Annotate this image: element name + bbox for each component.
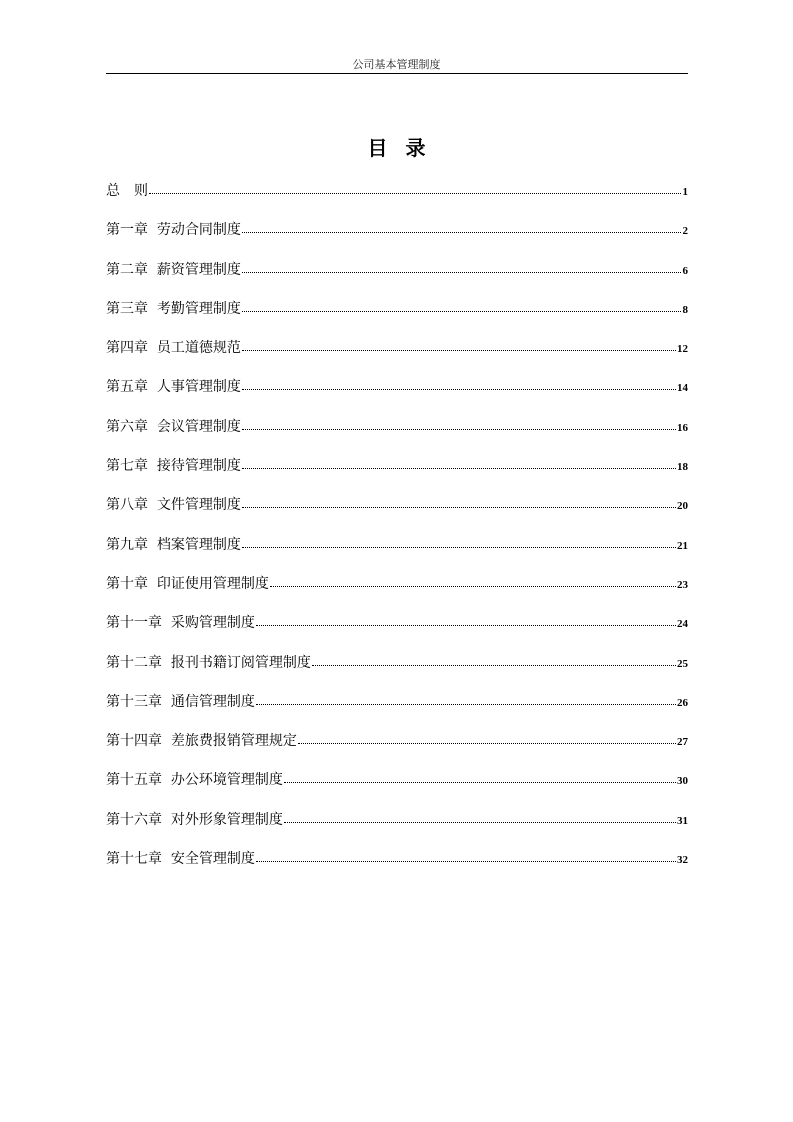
toc-entry-page: 1 bbox=[682, 186, 688, 198]
toc-entry-page: 21 bbox=[677, 539, 688, 552]
toc-entry-page: 20 bbox=[677, 500, 688, 513]
dot-leader bbox=[256, 861, 676, 862]
dot-leader bbox=[270, 586, 676, 587]
toc-entry[interactable] bbox=[106, 376, 688, 415]
toc-entry-label: 第十四章 差旅费报销管理规定 bbox=[106, 733, 297, 750]
toc-entry-label: 第十三章 通信管理制度 bbox=[106, 693, 255, 710]
running-header-title: 公司基本管理制度 bbox=[352, 58, 441, 71]
toc-entry[interactable] bbox=[106, 494, 688, 533]
dot-leader bbox=[242, 311, 681, 312]
toc-entry-label: 第八章 文件管理制度 bbox=[106, 497, 241, 514]
dot-leader bbox=[256, 704, 676, 705]
toc-entry[interactable] bbox=[106, 612, 688, 651]
toc-entry-label: 第十五章 办公环境管理制度 bbox=[106, 772, 283, 789]
toc-entry-label: 第十章 印证使用管理制度 bbox=[106, 575, 269, 592]
dot-leader bbox=[242, 272, 681, 273]
toc-entry-page: 27 bbox=[677, 736, 688, 749]
dot-leader bbox=[284, 822, 676, 823]
toc-entry-page: 6 bbox=[682, 264, 688, 277]
toc-heading: 目录 bbox=[367, 136, 444, 160]
toc-entry-page: 14 bbox=[677, 382, 688, 395]
dot-leader bbox=[284, 782, 676, 783]
toc-entry-label: 总 则 bbox=[106, 183, 148, 199]
toc-entry-page: 16 bbox=[677, 421, 688, 434]
toc-entry-page: 12 bbox=[677, 343, 688, 356]
dot-leader bbox=[242, 232, 681, 233]
toc-entry-page: 26 bbox=[677, 696, 688, 709]
toc-entry[interactable] bbox=[106, 180, 688, 219]
toc-entry[interactable] bbox=[106, 298, 688, 337]
dot-leader bbox=[312, 665, 676, 666]
toc-entry-label: 第十六章 对外形象管理制度 bbox=[106, 811, 283, 828]
dot-leader bbox=[242, 507, 676, 508]
toc-entry[interactable] bbox=[106, 337, 688, 376]
dot-leader bbox=[242, 429, 676, 430]
toc-entry-page: 30 bbox=[677, 775, 688, 788]
toc-entry[interactable] bbox=[106, 848, 688, 887]
toc-entry[interactable] bbox=[106, 691, 688, 730]
toc-entry-label: 第三章 考勤管理制度 bbox=[106, 300, 241, 317]
toc-entry-page: 2 bbox=[682, 225, 688, 238]
toc-entry-label: 第十一章 采购管理制度 bbox=[106, 615, 255, 632]
dot-leader bbox=[149, 193, 681, 194]
toc-entry-label: 第六章 会议管理制度 bbox=[106, 418, 241, 435]
table-of-contents bbox=[106, 180, 688, 887]
toc-entry-page: 23 bbox=[677, 578, 688, 591]
toc-entry[interactable] bbox=[106, 455, 688, 494]
toc-entry-label: 第九章 档案管理制度 bbox=[106, 536, 241, 553]
toc-entry-page: 8 bbox=[682, 303, 688, 316]
toc-entry-label: 第七章 接待管理制度 bbox=[106, 458, 241, 475]
toc-entry-page: 32 bbox=[677, 854, 688, 867]
toc-entry[interactable] bbox=[106, 573, 688, 612]
toc-entry[interactable] bbox=[106, 652, 688, 691]
toc-entry-page: 24 bbox=[677, 618, 688, 631]
dot-leader bbox=[242, 350, 676, 351]
toc-entry-label: 第五章 人事管理制度 bbox=[106, 379, 241, 396]
toc-entry[interactable] bbox=[106, 534, 688, 573]
toc-entry[interactable] bbox=[106, 416, 688, 455]
dot-leader bbox=[242, 468, 676, 469]
dot-leader bbox=[298, 743, 676, 744]
toc-entry-label: 第一章 劳动合同制度 bbox=[106, 222, 241, 239]
toc-entry[interactable] bbox=[106, 219, 688, 258]
toc-entry-label: 第十二章 报刊书籍订阅管理制度 bbox=[106, 654, 311, 671]
toc-entry[interactable] bbox=[106, 259, 688, 298]
toc-entry-label: 第四章 员工道德规范 bbox=[106, 340, 241, 357]
dot-leader bbox=[256, 625, 676, 626]
toc-entry[interactable] bbox=[106, 730, 688, 769]
dot-leader bbox=[242, 547, 676, 548]
toc-entry-label: 第二章 薪资管理制度 bbox=[106, 261, 241, 278]
toc-entry-page: 18 bbox=[677, 461, 688, 474]
dot-leader bbox=[242, 389, 676, 390]
toc-entry-label: 第十七章 安全管理制度 bbox=[106, 851, 255, 868]
toc-entry-page: 25 bbox=[677, 657, 688, 670]
header-divider bbox=[106, 73, 688, 74]
toc-entry-page: 31 bbox=[677, 814, 688, 827]
toc-entry[interactable] bbox=[106, 769, 688, 808]
toc-entry[interactable] bbox=[106, 809, 688, 848]
